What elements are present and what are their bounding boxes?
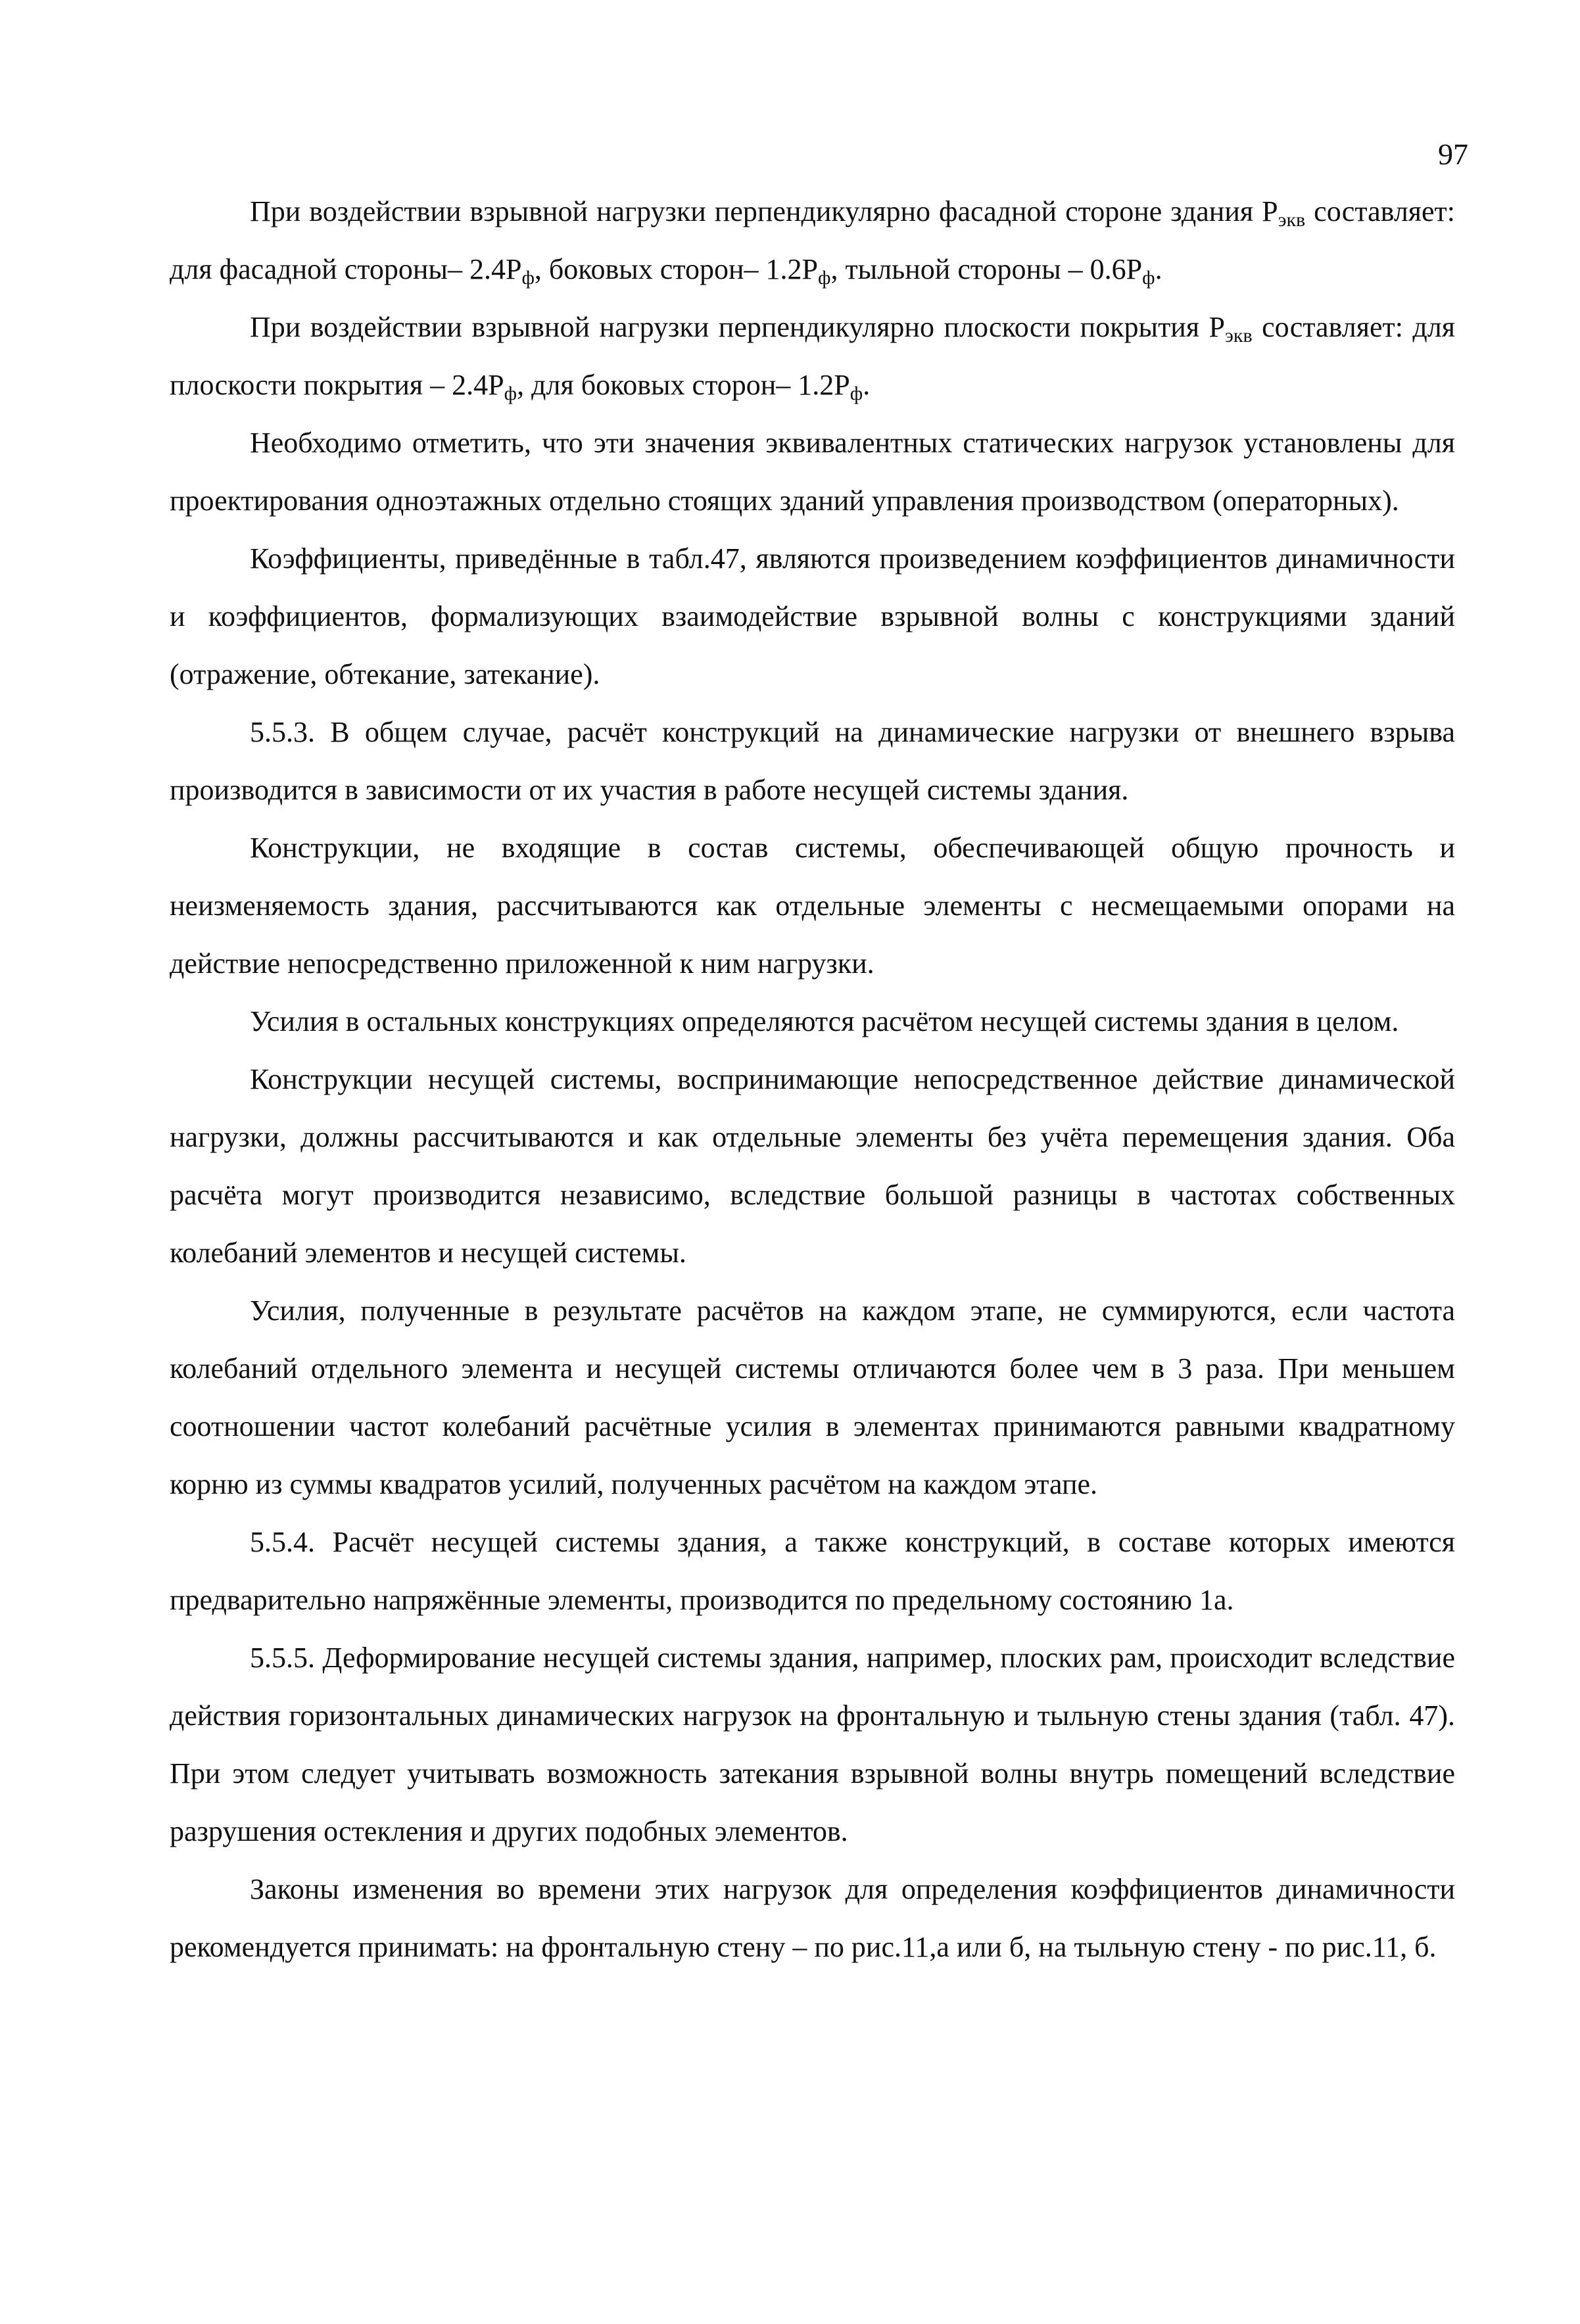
paragraph-explosion-roof <box>170 298 1455 414</box>
paragraph-text: , тыльной стороны – 0.6P <box>830 253 1143 285</box>
paragraph-force-summation: Усилия, полученные в результате расчётов на каждом этапе, не суммируются, если частота колебаний отдельного элемента и несущей системы отличаются более чем в 3 раза. При меньшем соотношении частот колебаний расчётные усилия в элементах принимаются равными квадратному корню из суммы квадратов усилий, полученных расчётом на каждом этапе. <box>170 1294 1455 1500</box>
subscript-f: ф <box>850 383 863 404</box>
paragraph-coefficients: Коэффициенты, приведённые в табл.47, являются произведением коэффициентов динамичности и коэффициентов, формализующих взаимодействие взрывной волны с конструкциями зданий (отражение, обтекание, затекание). <box>170 542 1455 690</box>
paragraph-text: . <box>863 369 871 401</box>
body-text <box>170 183 1455 1976</box>
paragraph-text: При воздействии взрывной нагрузки перпендикулярно фасадной стороне здания P <box>250 195 1278 227</box>
paragraph-separate-elements: Конструкции, не входящие в состав системы, обеспечивающей общую прочность и неизменяемость здания, рассчитываются как отдельные элементы с несмещаемыми опорами на действие непосредственно приложенной к ним нагрузки. <box>170 832 1455 980</box>
paragraph-equivalent-loads-note: Необходимо отметить, что эти значения эквивалентных статических нагрузок установлены для проектирования одноэтажных отдельно стоящих зданий управления производством (операторных). <box>170 427 1455 517</box>
paragraph-text: При воздействии взрывной нагрузки перпендикулярно плоскости покрытия P <box>250 311 1226 343</box>
page-number: 97 <box>1438 137 1468 171</box>
paragraph-text: , боковых сторон– 1.2P <box>534 253 818 285</box>
subscript-f: ф <box>504 383 517 404</box>
paragraph-5-5-3: 5.5.3. В общем случае, расчёт конструкций на динамические нагрузки от внешнего взрыва производится в зависимости от их участия в работе несущей системы здания. <box>170 716 1455 806</box>
paragraph-load-bearing-system: Конструкции несущей системы, воспринимающие непосредственное действие динамической нагрузки, должны рассчитываются и как отдельные элементы без учёта перемещения здания. Оба расчёта могут производится независимо, вследствие большой разницы в частотах собственных колебаний элементов и несущей системы. <box>170 1063 1455 1269</box>
paragraph-text: составляет: для фасадной стороны– 2.4P <box>170 195 1455 285</box>
paragraph-5-5-5: 5.5.5. Деформирование несущей системы здания, например, плоских рам, происходит вследствие действия горизонтальных динамических нагрузок на фронтальную и тыльную стены здания (табл. 47). При этом следует учитывать возможность затекания взрывной волны внутрь помещений вследствие разрушения остекления и других подобных элементов. <box>170 1642 1455 1847</box>
paragraph-5-5-4: 5.5.4. Расчёт несущей системы здания, а также конструкций, в составе которых имеются предварительно напряжённые элементы, производится по предельному состоянию 1а. <box>170 1526 1455 1616</box>
subscript-f: ф <box>817 267 831 289</box>
paragraph-explosion-facade <box>170 183 1455 298</box>
subscript-ekv: экв <box>1225 325 1253 346</box>
paragraph-text: составляет: для плоскости покрытия – 2.4P <box>170 311 1455 401</box>
paragraph-text: . <box>1155 253 1162 285</box>
subscript-f: ф <box>1142 267 1155 289</box>
paragraph-load-laws: Законы изменения во времени этих нагрузок для определения коэффициентов динамичности рекомендуется принимать: на фронтальную стену – по рис.11,а или б, на тыльную стену - по рис.11, б. <box>170 1873 1455 1963</box>
paragraph-other-structures: Усилия в остальных конструкциях определяются расчётом несущей системы здания в целом. <box>250 1005 1399 1037</box>
paragraph-text: , для боковых сторон– 1.2P <box>517 369 850 401</box>
subscript-f: ф <box>521 267 535 289</box>
subscript-ekv: экв <box>1278 209 1306 231</box>
